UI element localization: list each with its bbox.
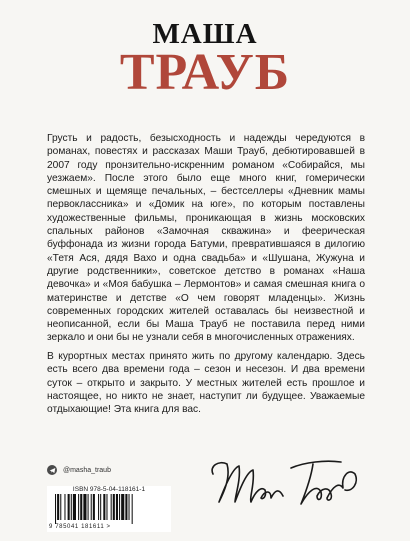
author-last-name: ТРАУБ [119, 44, 291, 101]
author-first-name: МАША [152, 18, 258, 50]
telegram-icon [47, 465, 57, 475]
isbn-label: ISBN 978-5-04-118161-1 [72, 486, 146, 493]
barcode-bars [55, 494, 167, 524]
social-handle-text: @masha_traub [63, 466, 111, 474]
author-signature [205, 446, 370, 516]
isbn-barcode [47, 486, 171, 532]
description-paragraph-2: В курортных местах принято жить по другому календарю. Здесь есть всего два времени года – сезон и несезон. И два времени суток – открыто и закрыто. У местных жителей есть прошлое и настоящее, но никто не знает, наступит ли будущее. Уважаемые отдыхающие! Эта книга для вас. [47, 351, 365, 416]
barcode-digits: 9 785041 181611 > [49, 524, 111, 530]
description-paragraph-1: Грусть и радость, безысходность и надежды чередуются в романах, повестях и рассказах Маши Трауб, дебютировавшей в 2007 году пронзительно-искренним романом «Собирайся, мы уезжаем». После этого было еще много книг, гомерически смешных и щемяще печальных, – бестселлеры «Дневник мамы первоклассника» и «Домик на юге», по которым поставлены художественные фильмы, проникающая в жизнь московских спальных районов «Замочная скважина» и феерическая буффонада из жизни города Батуми, превратившаяся в дилогию «Тетя Ася, дядя Вахо и одна свадьба» и «Шушана, Жужуна и другие родственники», советское детство в романах «Наша девочка» и «Моя бабушка – Лермонтов» и самая смешная книга о материнстве и детстве «О чем говорят младенцы». Жизнь современных городских жителей оставалась бы неизвестной и неописанной, если бы Маша Трауб не поставила перед ними зеркало и они бы не узнали себя в многочисленных отражениях. [47, 133, 365, 344]
social-handle [47, 464, 111, 476]
